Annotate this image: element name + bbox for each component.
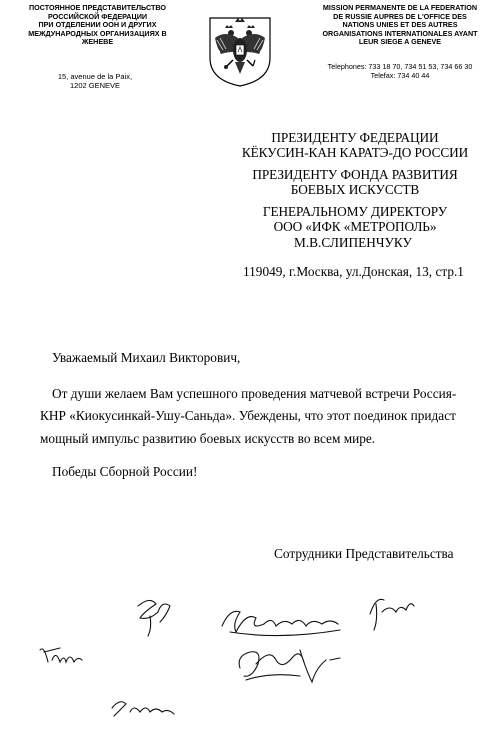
letterhead-left-line: ПОСТОЯННОЕ ПРЕДСТАВИТЕЛЬСТВО [29, 3, 166, 12]
address-line: 1202 GENEVE [69, 81, 121, 90]
recipient-line: ПРЕЗИДЕНТУ ФЕДЕРАЦИИ [271, 130, 439, 145]
letterhead-left-line: ПРИ ОТДЕЛЕНИИ ООН И ДРУГИХ [38, 20, 157, 30]
phone-line: Telephones: 733 18 70, 734 51 53, 734 66 30 [327, 62, 473, 71]
address-line: 15, avenue de la Paix, [57, 72, 133, 81]
recipient-name: М.В.СЛИПЕНЧУКУ [294, 235, 412, 250]
fax-line: Telefax: 734 40 44 [370, 71, 430, 80]
body-line-2: КНР «Киокусинкай-Ушу-Саньда». Убеждены, что этот поединок придаст [40, 408, 456, 423]
closing-wish: Победы Сборной России! [52, 464, 198, 479]
recipient-line: БОЕВЫХ ИСКУССТВ [290, 182, 420, 198]
letterhead-left-line: МЕЖДУНАРОДНЫХ ОРГАНИЗАЦИЯХ В [28, 28, 167, 38]
recipient-line: ПРЕЗИДЕНТУ ФОНДА РАЗВИТИЯ [252, 166, 458, 182]
letterhead-left-line: ЖЕНЕВЕ [81, 37, 114, 47]
greeting: Уважаемый Михаил Викторович, [52, 350, 241, 365]
letterhead-right-line: MISSION PERMANENTE DE LA FEDERATION [322, 3, 478, 12]
recipient-line: ООО «ИФК «МЕТРОПОЛЬ» [273, 219, 437, 235]
letterhead-right-line: LEUR SIEGE A GENEVE [358, 37, 442, 47]
letterhead-right-line: ORGANISATIONS INTERNATIONALES AYANT [322, 28, 478, 38]
letterhead-right-line: DE RUSSIE AUPRES DE L'OFFICE DES [333, 11, 467, 21]
signature-block-label: Сотрудники Представительства [274, 546, 454, 561]
recipient-line: ГЕНЕРАЛЬНОМУ ДИРЕКТОРУ [262, 203, 448, 219]
recipient-line: КЁКУСИН-КАН КАРАТЭ-ДО РОССИИ [241, 145, 469, 161]
letterhead-right-line: NATIONS UNIES ET DES AUTRES [342, 20, 458, 30]
body-line-1: От души желаем Вам успешного проведения матчевой встречи Россия- [52, 386, 457, 401]
recipient-address: 119049, г.Москва, ул.Донская, 13, стр.1 [243, 264, 464, 279]
letterhead-left-line: РОССИЙСКОЙ ФЕДЕРАЦИИ [47, 11, 148, 21]
body-line-3: мощный импульс развитию боевых искусств во всем мире. [40, 431, 376, 446]
